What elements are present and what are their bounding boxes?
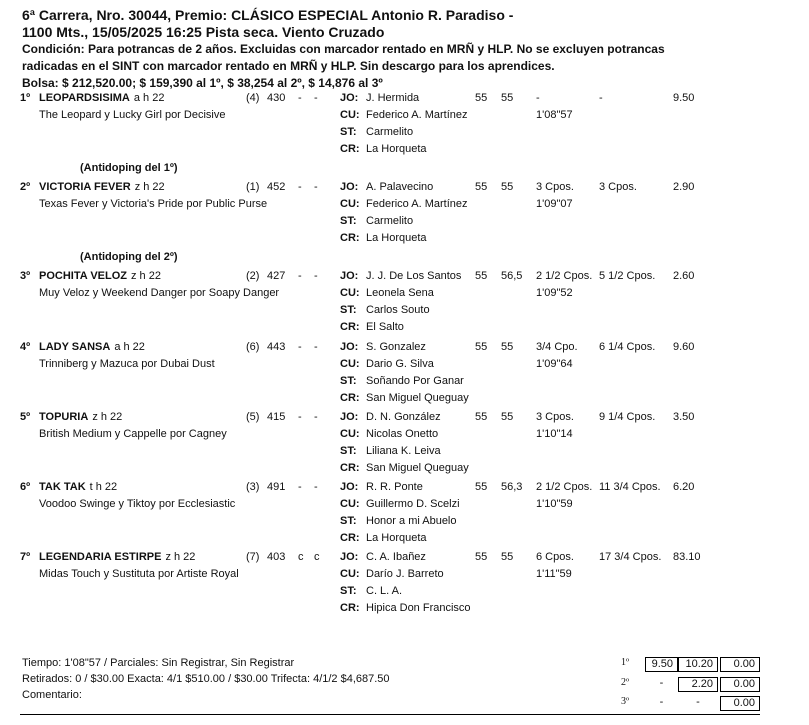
horse-pedigree: Trinniberg y Mazuca por Dubai Dust — [39, 358, 215, 370]
horse-pedigree: Muy Veloz y Weekend Danger por Soapy Danger — [39, 287, 280, 299]
horse-sex-age: a h 22 — [133, 92, 165, 104]
trainer-name: Leonela Sena — [366, 287, 434, 299]
distance-winner: 5 1/2 Cpos. — [599, 270, 656, 282]
label-cr: CR: — [340, 602, 360, 614]
horse-weight: 452 — [267, 181, 286, 193]
runner-row — [0, 481, 809, 553]
weight-carried: 55 — [501, 411, 514, 423]
weight-assigned: 55 — [475, 411, 488, 423]
breeder-name: La Horqueta — [366, 143, 427, 155]
label-cu: CU: — [340, 428, 360, 440]
breeder-name: El Salto — [366, 321, 404, 333]
jockey-name: D. N. González — [366, 411, 441, 423]
runner-row — [0, 270, 809, 342]
race-condition-line1: Condición: Para potrancas de 2 años. Excluidas con marcador rentado en MRÑ y HLP. No se excluyen potrancas — [22, 42, 665, 56]
weight-assigned: 55 — [475, 551, 488, 563]
horse-pedigree: Midas Touch y Sustituta por Artiste Royal — [39, 568, 239, 580]
payout-value-b: - — [696, 696, 700, 708]
stable-name: C. L. A. — [366, 585, 403, 597]
distance-winner: 9 1/4 Cpos. — [599, 411, 656, 423]
label-st: ST: — [340, 304, 357, 316]
finish-time: 1'09"64 — [536, 358, 573, 370]
distance-winner: 17 3/4 Cpos. — [599, 551, 662, 563]
payout-value-a: - — [659, 677, 664, 689]
horse-name: LEOPARDSISIMA — [39, 92, 130, 104]
horse-sex-age: z h 22 — [165, 551, 196, 563]
odds: 83.10 — [673, 551, 701, 563]
runner-mark-2: - — [314, 270, 318, 282]
horse-sex-age: t h 22 — [89, 481, 118, 493]
runner-mark-2: - — [314, 341, 318, 353]
race-condition-line2: radicadas en el SINT con marcador rentado en MRÑ y HLP. Sin descargo para los aprendices. — [22, 59, 555, 73]
breeder-name: Hipica Don Francisco — [366, 602, 471, 614]
horse-pedigree: British Medium y Cappelle por Cagney — [39, 428, 227, 440]
finish-position: 5º — [20, 411, 31, 423]
breeder-name: La Horqueta — [366, 532, 427, 544]
runner-row — [0, 551, 809, 623]
post-position: (4) — [246, 92, 260, 104]
odds: 9.60 — [673, 341, 695, 353]
weight-assigned: 55 — [475, 270, 488, 282]
trainer-name: Dario G. Silva — [366, 358, 434, 370]
runner-row — [0, 341, 809, 413]
finish-position: 6º — [20, 481, 31, 493]
label-jo: JO: — [340, 270, 359, 282]
footer-comentario: Comentario: — [22, 689, 82, 701]
label-jo: JO: — [340, 481, 359, 493]
label-st: ST: — [340, 585, 357, 597]
post-position: (7) — [246, 551, 260, 563]
horse-name: LADY SANSA — [39, 341, 111, 353]
horse-weight: 430 — [267, 92, 286, 104]
finish-time: 1'08"57 — [536, 109, 573, 121]
horse-pedigree: Texas Fever y Victoria's Pride por Public Purse — [39, 198, 268, 210]
payout-value-a: 9.50 — [645, 657, 678, 672]
odds: 9.50 — [673, 92, 695, 104]
bottom-divider — [20, 714, 760, 715]
weight-carried: 56,5 — [501, 270, 523, 282]
trainer-name: Nicolas Onetto — [366, 428, 439, 440]
stable-name: Honor a mi Abuelo — [366, 515, 457, 527]
odds: 2.90 — [673, 181, 695, 193]
label-jo: JO: — [340, 92, 359, 104]
horse-weight: 415 — [267, 411, 286, 423]
horse-name: LEGENDARIA ESTIRPE — [39, 551, 162, 563]
payout-value-b: 2.20 — [678, 677, 718, 692]
weight-assigned: 55 — [475, 481, 488, 493]
post-position: (6) — [246, 341, 260, 353]
post-position: (2) — [246, 270, 260, 282]
stable-name: Carmelito — [366, 215, 414, 227]
horse-sex-age: z h 22 — [92, 411, 123, 423]
post-position: (1) — [246, 181, 260, 193]
horse-name: TOPURIA — [39, 411, 89, 423]
horse-weight: 443 — [267, 341, 286, 353]
label-cu: CU: — [340, 568, 360, 580]
trainer-name: Federico A. Martínez — [366, 198, 468, 210]
runner-mark-1: - — [298, 411, 302, 423]
runner-mark-1: - — [298, 481, 302, 493]
horse-name: VICTORIA FEVER — [39, 181, 131, 193]
runner-mark-2: c — [314, 551, 320, 563]
stable-name: Carlos Souto — [366, 304, 430, 316]
horse-sex-age: a h 22 — [114, 341, 145, 353]
jockey-name: A. Palavecino — [366, 181, 434, 193]
runner-mark-1: - — [298, 341, 302, 353]
label-cu: CU: — [340, 109, 360, 121]
runner-mark-1: - — [298, 270, 302, 282]
footer-retirados: Retirados: 0 / $30.00 Exacta: 4/1 $510.00 / $30.00 Trifecta: 4/1/2 $4,687.50 — [22, 673, 390, 685]
odds: 2.60 — [673, 270, 695, 282]
jockey-name: J. Hermida — [366, 92, 420, 104]
race-title-line1: 6ª Carrera, Nro. 30044, Premio: CLÁSICO ESPECIAL Antonio R. Paradiso - — [22, 7, 514, 23]
finish-time: 1'11"59 — [536, 568, 572, 580]
horse-name: POCHITA VELOZ — [39, 270, 127, 282]
label-cr: CR: — [340, 143, 360, 155]
label-cu: CU: — [340, 498, 360, 510]
label-jo: JO: — [340, 341, 359, 353]
payout-place: 1º — [621, 657, 630, 668]
weight-assigned: 55 — [475, 181, 488, 193]
jockey-name: S. Gonzalez — [366, 341, 426, 353]
payout-value-b: 10.20 — [678, 657, 718, 672]
runner-mark-1: c — [298, 551, 304, 563]
distance-previous: 2 1/2 Cpos. — [536, 481, 593, 493]
runner-row — [0, 92, 809, 174]
finish-position: 4º — [20, 341, 31, 353]
weight-assigned: 55 — [475, 92, 488, 104]
horse-pedigree: The Leopard y Lucky Girl por Decisive — [39, 109, 226, 121]
antidoping-note: (Antidoping del 2º) — [80, 251, 178, 263]
odds: 3.50 — [673, 411, 695, 423]
race-purse: Bolsa: $ 212,520.00; $ 159,390 al 1º, $ 38,254 al 2º, $ 14,876 al 3º — [22, 76, 383, 90]
distance-winner: 11 3/4 Cpos. — [599, 481, 661, 493]
stable-name: Liliana K. Leiva — [366, 445, 441, 457]
finish-position: 2º — [20, 181, 31, 193]
finish-time: 1'10"14 — [536, 428, 573, 440]
distance-previous: 6 Cpos. — [536, 551, 574, 563]
runner-mark-1: - — [298, 181, 302, 193]
breeder-name: San Miguel Queguay — [366, 462, 469, 474]
horse-sex-age: z h 22 — [131, 270, 161, 282]
race-title-line2: 1100 Mts., 15/05/2025 16:25 Pista seca. Viento Cruzado — [22, 24, 385, 40]
finish-position: 7º — [20, 551, 31, 563]
runner-mark-2: - — [314, 481, 318, 493]
label-jo: JO: — [340, 411, 359, 423]
antidoping-note: (Antidoping del 1º) — [80, 162, 178, 174]
label-st: ST: — [340, 126, 357, 138]
label-st: ST: — [340, 375, 357, 387]
label-jo: JO: — [340, 551, 359, 563]
label-cr: CR: — [340, 321, 360, 333]
finish-time: 1'09"52 — [536, 287, 573, 299]
post-position: (5) — [246, 411, 260, 423]
weight-carried: 55 — [501, 551, 514, 563]
distance-previous: 2 1/2 Cpos. — [536, 270, 593, 282]
trainer-name: Guillermo D. Scelzi — [366, 498, 460, 510]
weight-carried: 55 — [501, 92, 514, 104]
footer-tiempo: Tiempo: 1'08"57 / Parciales: Sin Registrar, Sin Registrar — [22, 657, 295, 669]
horse-weight: 427 — [267, 270, 286, 282]
label-st: ST: — [340, 515, 357, 527]
trainer-name: Darío J. Barreto — [366, 568, 444, 580]
odds: 6.20 — [673, 481, 695, 493]
distance-previous: 3 Cpos. — [536, 181, 574, 193]
jockey-name: R. R. Ponte — [366, 481, 423, 493]
label-cr: CR: — [340, 232, 360, 244]
label-cr: CR: — [340, 462, 360, 474]
distance-winner: 3 Cpos. — [599, 181, 637, 193]
horse-pedigree: Voodoo Swinge y Tiktoy por Ecclesiastic — [39, 498, 236, 510]
runner-row — [0, 181, 809, 263]
weight-assigned: 55 — [475, 341, 488, 353]
finish-time: 1'09"07 — [536, 198, 573, 210]
payout-value-c: 0.00 — [720, 696, 760, 711]
payout-place: 2º — [621, 677, 630, 688]
runner-mark-2: - — [314, 92, 318, 104]
weight-carried: 56,3 — [501, 481, 523, 493]
payout-value-c: 0.00 — [720, 677, 760, 692]
breeder-name: La Horqueta — [366, 232, 427, 244]
distance-previous: - — [536, 92, 540, 104]
distance-winner: - — [599, 92, 603, 104]
label-jo: JO: — [340, 181, 359, 193]
horse-weight: 403 — [267, 551, 286, 563]
runner-row — [0, 411, 809, 483]
post-position: (3) — [246, 481, 260, 493]
label-cu: CU: — [340, 287, 360, 299]
stable-name: Carmelito — [366, 126, 414, 138]
runner-mark-2: - — [314, 411, 318, 423]
label-cr: CR: — [340, 532, 360, 544]
payout-value-c: 0.00 — [720, 657, 760, 672]
label-cu: CU: — [340, 198, 360, 210]
runner-mark-2: - — [314, 181, 318, 193]
horse-weight: 491 — [267, 481, 286, 493]
trainer-name: Federico A. Martínez — [366, 109, 468, 121]
runner-mark-1: - — [298, 92, 302, 104]
horse-sex-age: z h 22 — [134, 181, 165, 193]
horse-name: TAK TAK — [39, 481, 86, 493]
label-st: ST: — [340, 215, 357, 227]
label-st: ST: — [340, 445, 357, 457]
weight-carried: 55 — [501, 181, 514, 193]
stable-name: Soñando Por Ganar — [366, 375, 464, 387]
weight-carried: 55 — [501, 341, 514, 353]
finish-position: 3º — [20, 270, 31, 282]
distance-previous: 3/4 Cpo. — [536, 341, 578, 353]
label-cu: CU: — [340, 358, 360, 370]
label-cr: CR: — [340, 392, 360, 404]
finish-time: 1'10"59 — [536, 498, 573, 510]
finish-position: 1º — [20, 92, 31, 104]
payout-value-a: - — [659, 696, 664, 708]
breeder-name: San Miguel Queguay — [366, 392, 469, 404]
jockey-name: J. J. De Los Santos — [366, 270, 462, 282]
distance-winner: 6 1/4 Cpos. — [599, 341, 656, 353]
payout-place: 3º — [621, 696, 630, 707]
distance-previous: 3 Cpos. — [536, 411, 574, 423]
jockey-name: C. A. Ibañez — [366, 551, 426, 563]
